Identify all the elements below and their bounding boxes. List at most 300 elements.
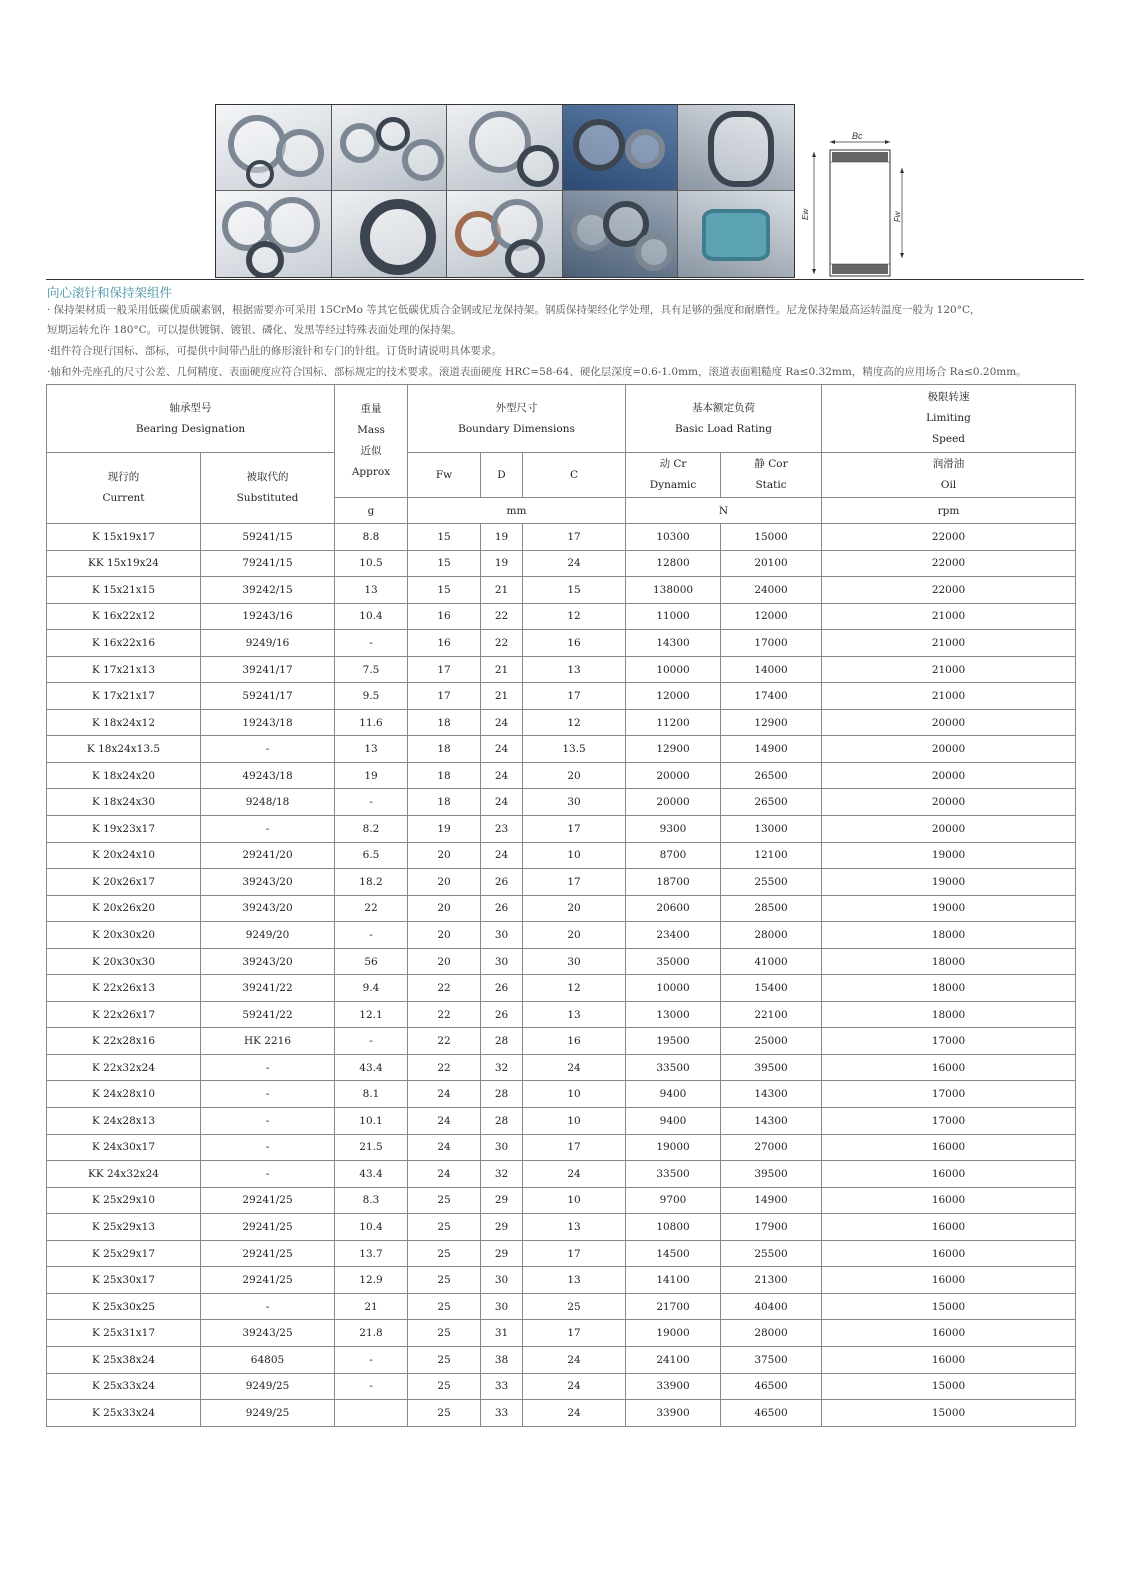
table-row	[47, 1187, 1076, 1214]
cell-dynamic: 24100	[626, 1346, 721, 1373]
cell-c: 10	[523, 1108, 626, 1135]
cell-c: 17	[523, 524, 626, 551]
cell-current: K 18x24x20	[47, 762, 201, 789]
cell-speed: 16000	[822, 1134, 1076, 1161]
cell-c: 24	[523, 1346, 626, 1373]
cell-c: 24	[523, 550, 626, 577]
cell-dynamic: 33500	[626, 1054, 721, 1081]
cell-speed: 16000	[822, 1346, 1076, 1373]
cell-substituted: 19243/16	[201, 603, 335, 630]
cell-substituted: 39241/22	[201, 975, 335, 1002]
cell-mass: 13.7	[335, 1240, 408, 1267]
table-row	[47, 975, 1076, 1002]
photo-needle-rings	[216, 191, 332, 277]
table-row	[47, 1108, 1076, 1135]
table-row	[47, 789, 1076, 816]
cell-substituted: 79241/15	[201, 550, 335, 577]
cell-substituted: 39243/20	[201, 948, 335, 975]
cell-speed: 20000	[822, 762, 1076, 789]
cell-speed: 15000	[822, 1373, 1076, 1400]
cell-dynamic: 10000	[626, 975, 721, 1002]
cell-substituted: -	[201, 1134, 335, 1161]
cell-fw: 25	[408, 1187, 481, 1214]
cell-fw: 25	[408, 1400, 481, 1427]
cell-d: 22	[481, 630, 523, 657]
cell-speed: 18000	[822, 975, 1076, 1002]
cell-current: K 24x30x17	[47, 1134, 201, 1161]
header-d: D	[481, 453, 523, 498]
photo-thrust-washers	[447, 191, 563, 277]
table-row	[47, 1320, 1076, 1347]
cell-current: K 18x24x12	[47, 709, 201, 736]
cell-static: 26500	[721, 789, 822, 816]
cell-speed: 20000	[822, 816, 1076, 843]
product-photo-collage	[215, 104, 795, 278]
header-fw: Fw	[408, 453, 481, 498]
table-row	[47, 1373, 1076, 1400]
cell-mass: 12.1	[335, 1001, 408, 1028]
cell-dynamic: 33900	[626, 1400, 721, 1427]
cell-current: K 25x29x10	[47, 1187, 201, 1214]
cell-static: 15000	[721, 524, 822, 551]
cell-dynamic: 10000	[626, 656, 721, 683]
cell-fw: 22	[408, 1001, 481, 1028]
cell-speed: 18000	[822, 948, 1076, 975]
cell-fw: 25	[408, 1320, 481, 1347]
cell-current: K 24x28x10	[47, 1081, 201, 1108]
cell-dynamic: 12800	[626, 550, 721, 577]
cell-d: 26	[481, 975, 523, 1002]
table-row	[47, 895, 1076, 922]
cell-current: K 18x24x30	[47, 789, 201, 816]
cell-dynamic: 10300	[626, 524, 721, 551]
cell-mass: 7.5	[335, 656, 408, 683]
cell-substituted: 9249/20	[201, 922, 335, 949]
cell-d: 28	[481, 1028, 523, 1055]
cell-fw: 15	[408, 577, 481, 604]
cell-c: 24	[523, 1373, 626, 1400]
cell-fw: 16	[408, 603, 481, 630]
cell-substituted: 29241/25	[201, 1267, 335, 1294]
cell-speed: 19000	[822, 842, 1076, 869]
cell-c: 13	[523, 1214, 626, 1241]
cell-mass: 19	[335, 762, 408, 789]
table-row	[47, 630, 1076, 657]
cell-dynamic: 20000	[626, 762, 721, 789]
cell-static: 41000	[721, 948, 822, 975]
cell-current: K 18x24x13.5	[47, 736, 201, 763]
cell-dynamic: 11200	[626, 709, 721, 736]
cell-static: 24000	[721, 577, 822, 604]
cell-c: 17	[523, 1320, 626, 1347]
cell-c: 20	[523, 895, 626, 922]
table-row	[47, 816, 1076, 843]
cell-fw: 18	[408, 762, 481, 789]
cell-mass: -	[335, 789, 408, 816]
header-mass: 重量 Mass 近似 Approx	[335, 385, 408, 498]
cell-speed: 19000	[822, 869, 1076, 896]
cell-mass: 12.9	[335, 1267, 408, 1294]
cell-mass: 21.8	[335, 1320, 408, 1347]
cell-mass: -	[335, 922, 408, 949]
table-row	[47, 550, 1076, 577]
cell-current: K 15x19x17	[47, 524, 201, 551]
cell-current: K 25x30x17	[47, 1267, 201, 1294]
cell-substituted: 29241/25	[201, 1187, 335, 1214]
cell-speed: 20000	[822, 709, 1076, 736]
cell-speed: 17000	[822, 1081, 1076, 1108]
cell-fw: 24	[408, 1081, 481, 1108]
cell-substituted: -	[201, 816, 335, 843]
cell-fw: 22	[408, 975, 481, 1002]
cell-speed: 16000	[822, 1187, 1076, 1214]
cell-dynamic: 19000	[626, 1134, 721, 1161]
cell-speed: 22000	[822, 577, 1076, 604]
cell-dynamic: 12900	[626, 736, 721, 763]
table-row	[47, 762, 1076, 789]
table-row	[47, 1028, 1076, 1055]
cell-d: 21	[481, 656, 523, 683]
photo-ball-bearings	[563, 191, 679, 277]
cell-d: 26	[481, 1001, 523, 1028]
cell-substituted: 9248/18	[201, 789, 335, 816]
cell-speed: 21000	[822, 683, 1076, 710]
cell-substituted: 9249/16	[201, 630, 335, 657]
cell-c: 16	[523, 630, 626, 657]
cell-current: K 20x26x20	[47, 895, 201, 922]
cell-d: 28	[481, 1081, 523, 1108]
bearing-section-diagram	[800, 128, 910, 278]
header-load-rating: 基本额定负荷 Basic Load Rating	[626, 385, 822, 453]
cell-dynamic: 9300	[626, 816, 721, 843]
cell-dynamic: 10800	[626, 1214, 721, 1241]
paragraph-standards: ·组件符合现行国标、部标，可提供中间带凸肚的修形滚针和专门的针组。订货时请说明具体要求。	[47, 345, 502, 357]
cell-substituted: -	[201, 1054, 335, 1081]
cell-fw: 25	[408, 1346, 481, 1373]
table-row	[47, 1240, 1076, 1267]
cell-c: 10	[523, 1081, 626, 1108]
cell-dynamic: 20000	[626, 789, 721, 816]
cell-fw: 22	[408, 1028, 481, 1055]
cell-c: 30	[523, 789, 626, 816]
bearing-spec-table	[46, 384, 1076, 1427]
cell-fw: 17	[408, 683, 481, 710]
cell-dynamic: 14300	[626, 630, 721, 657]
cell-static: 12000	[721, 603, 822, 630]
cell-c: 12	[523, 709, 626, 736]
cell-c: 17	[523, 683, 626, 710]
cell-c: 17	[523, 869, 626, 896]
cell-static: 28000	[721, 1320, 822, 1347]
cell-static: 40400	[721, 1293, 822, 1320]
cell-mass: -	[335, 1373, 408, 1400]
cell-c: 20	[523, 762, 626, 789]
cell-substituted: -	[201, 1081, 335, 1108]
cell-speed: 15000	[822, 1400, 1076, 1427]
table-row	[47, 683, 1076, 710]
cell-c: 17	[523, 816, 626, 843]
table-row	[47, 922, 1076, 949]
table-row	[47, 1161, 1076, 1188]
cell-fw: 22	[408, 1054, 481, 1081]
cell-current: K 22x28x16	[47, 1028, 201, 1055]
cell-mass: 13	[335, 736, 408, 763]
cell-mass: -	[335, 1346, 408, 1373]
cell-current: K 16x22x12	[47, 603, 201, 630]
section-title: 向心滚针和保持架组件	[47, 285, 173, 300]
cell-c: 16	[523, 1028, 626, 1055]
cell-dynamic: 138000	[626, 577, 721, 604]
header-speed: 极限转速 Limiting Speed	[822, 385, 1076, 453]
cell-d: 29	[481, 1187, 523, 1214]
cell-static: 14300	[721, 1108, 822, 1135]
cell-mass: 10.5	[335, 550, 408, 577]
cell-speed: 16000	[822, 1054, 1076, 1081]
cell-d: 32	[481, 1054, 523, 1081]
table-row	[47, 656, 1076, 683]
cell-d: 32	[481, 1161, 523, 1188]
cell-mass: 22	[335, 895, 408, 922]
header-dynamic: 动 Cr Dynamic	[626, 453, 721, 498]
paragraph-cage-material-cont: 短期运转允许 180°C。可以提供镀铜、镀银、磷化、发黑等经过特殊表面处理的保持架。	[47, 324, 462, 336]
cell-speed: 21000	[822, 656, 1076, 683]
cell-substituted: 59241/15	[201, 524, 335, 551]
cell-mass: 9.5	[335, 683, 408, 710]
cell-d: 30	[481, 922, 523, 949]
cell-substituted: 39242/15	[201, 577, 335, 604]
header-static: 静 Cor Static	[721, 453, 822, 498]
cell-current: K 22x32x24	[47, 1054, 201, 1081]
cell-c: 13	[523, 656, 626, 683]
cell-substituted: 49243/18	[201, 762, 335, 789]
cell-d: 30	[481, 1267, 523, 1294]
cell-fw: 20	[408, 869, 481, 896]
cell-d: 38	[481, 1346, 523, 1373]
cell-dynamic: 19500	[626, 1028, 721, 1055]
cell-mass: 10.4	[335, 603, 408, 630]
cell-dynamic: 9400	[626, 1081, 721, 1108]
cell-mass: 10.4	[335, 1214, 408, 1241]
cell-speed: 17000	[822, 1108, 1076, 1135]
cell-mass: 6.5	[335, 842, 408, 869]
cell-fw: 20	[408, 842, 481, 869]
cell-speed: 15000	[822, 1293, 1076, 1320]
cell-fw: 18	[408, 736, 481, 763]
cell-fw: 16	[408, 630, 481, 657]
cell-static: 25500	[721, 869, 822, 896]
cell-speed: 16000	[822, 1214, 1076, 1241]
header-oil: 润滑油 Oil	[822, 453, 1076, 498]
cell-substituted: 29241/25	[201, 1214, 335, 1241]
cell-static: 13000	[721, 816, 822, 843]
cell-d: 24	[481, 736, 523, 763]
cell-speed: 22000	[822, 550, 1076, 577]
cell-c: 13.5	[523, 736, 626, 763]
cell-d: 33	[481, 1400, 523, 1427]
cell-d: 29	[481, 1240, 523, 1267]
cell-speed: 21000	[822, 630, 1076, 657]
cell-d: 21	[481, 683, 523, 710]
cell-dynamic: 11000	[626, 603, 721, 630]
cell-fw: 19	[408, 816, 481, 843]
cell-d: 24	[481, 842, 523, 869]
cell-d: 19	[481, 524, 523, 551]
cell-static: 22100	[721, 1001, 822, 1028]
cell-fw: 25	[408, 1240, 481, 1267]
cell-static: 39500	[721, 1054, 822, 1081]
cell-speed: 18000	[822, 922, 1076, 949]
cell-current: K 25x29x13	[47, 1214, 201, 1241]
cell-fw: 25	[408, 1373, 481, 1400]
cell-speed: 16000	[822, 1161, 1076, 1188]
label-bc: Bc	[852, 131, 863, 141]
cell-c: 12	[523, 975, 626, 1002]
cell-fw: 18	[408, 709, 481, 736]
photo-drawn-cup-bearings	[447, 105, 563, 191]
cell-substituted: -	[201, 1161, 335, 1188]
cell-dynamic: 9700	[626, 1187, 721, 1214]
cell-c: 12	[523, 603, 626, 630]
cell-substituted: HK 2216	[201, 1028, 335, 1055]
table-row	[47, 1214, 1076, 1241]
cell-fw: 25	[408, 1214, 481, 1241]
cell-fw: 20	[408, 948, 481, 975]
cell-mass: 8.1	[335, 1081, 408, 1108]
cell-current: K 25x29x17	[47, 1240, 201, 1267]
cell-mass: 8.8	[335, 524, 408, 551]
cell-mass: 43.4	[335, 1054, 408, 1081]
cell-d: 33	[481, 1373, 523, 1400]
cell-d: 30	[481, 1134, 523, 1161]
cell-static: 12900	[721, 709, 822, 736]
cell-static: 14000	[721, 656, 822, 683]
cell-current: K 20x24x10	[47, 842, 201, 869]
table-row	[47, 1134, 1076, 1161]
cell-mass: 13	[335, 577, 408, 604]
cell-c: 17	[523, 1134, 626, 1161]
cell-current: K 17x21x17	[47, 683, 201, 710]
cell-dynamic: 19000	[626, 1320, 721, 1347]
cell-mass: 9.4	[335, 975, 408, 1002]
cell-d: 24	[481, 709, 523, 736]
cell-current: K 20x30x20	[47, 922, 201, 949]
cell-dynamic: 18700	[626, 869, 721, 896]
cell-speed: 16000	[822, 1240, 1076, 1267]
cell-speed: 16000	[822, 1320, 1076, 1347]
unit-mass: g	[335, 498, 408, 524]
cell-static: 14300	[721, 1081, 822, 1108]
cell-dynamic: 13000	[626, 1001, 721, 1028]
cell-speed: 17000	[822, 1028, 1076, 1055]
cell-d: 26	[481, 869, 523, 896]
cell-dynamic: 35000	[626, 948, 721, 975]
cell-c: 13	[523, 1267, 626, 1294]
cell-static: 14900	[721, 736, 822, 763]
table-row	[47, 709, 1076, 736]
cell-current: K 25x30x25	[47, 1293, 201, 1320]
cell-d: 24	[481, 789, 523, 816]
cell-fw: 24	[408, 1161, 481, 1188]
photo-needle-bearings	[332, 105, 448, 191]
cell-d: 28	[481, 1108, 523, 1135]
table-row	[47, 1346, 1076, 1373]
header-c: C	[523, 453, 626, 498]
cell-d: 31	[481, 1320, 523, 1347]
paragraph-tolerances: ·轴和外壳座孔的尺寸公差、几何精度、表面硬度应符合国标、部标规定的技术要求。滚道表面硬度 HRC=58-64、硬化层深度=0.6-1.0mm，滚道表面粗糙度 Ra≤0.32mm，精度高的应用场合 Ra≤0.20mm。	[47, 366, 1027, 378]
cell-mass: 11.6	[335, 709, 408, 736]
cell-d: 26	[481, 895, 523, 922]
cell-d: 23	[481, 816, 523, 843]
unit-speed: rpm	[822, 498, 1076, 524]
cell-static: 28000	[721, 922, 822, 949]
cell-static: 27000	[721, 1134, 822, 1161]
cell-substituted: 39241/17	[201, 656, 335, 683]
cell-speed: 20000	[822, 736, 1076, 763]
cell-speed: 18000	[822, 1001, 1076, 1028]
cell-d: 19	[481, 550, 523, 577]
cell-current: K 25x31x17	[47, 1320, 201, 1347]
table-row	[47, 1267, 1076, 1294]
cell-substituted: 59241/22	[201, 1001, 335, 1028]
cell-fw: 18	[408, 789, 481, 816]
cell-mass: 21.5	[335, 1134, 408, 1161]
paragraph-cage-material: · 保持架材质一般采用低碳优质碳素钢，根据需要亦可采用 15CrMo 等其它低碳优质合金钢或尼龙保持架。钢质保持架经化学处理，具有足够的强度和耐磨性。尼龙保持架最高运转温度一般为 120°C，	[47, 304, 981, 316]
cell-static: 28500	[721, 895, 822, 922]
photo-one-way-clutch	[332, 191, 448, 277]
cell-fw: 25	[408, 1293, 481, 1320]
cell-d: 29	[481, 1214, 523, 1241]
photo-pillow-block-units	[678, 191, 794, 277]
table-body	[47, 524, 1076, 1427]
label-fw: Fw	[893, 211, 902, 222]
cell-dynamic: 9400	[626, 1108, 721, 1135]
cell-current: KK 24x32x24	[47, 1161, 201, 1188]
cell-static: 14900	[721, 1187, 822, 1214]
cell-fw: 17	[408, 656, 481, 683]
header-boundary: 外型尺寸 Boundary Dimensions	[408, 385, 626, 453]
cell-substituted: 9249/25	[201, 1400, 335, 1427]
cell-mass: 8.3	[335, 1187, 408, 1214]
cell-current: K 20x26x17	[47, 869, 201, 896]
cell-mass: 18.2	[335, 869, 408, 896]
cell-c: 24	[523, 1161, 626, 1188]
cell-substituted: 29241/25	[201, 1240, 335, 1267]
cell-static: 25000	[721, 1028, 822, 1055]
table-row	[47, 1293, 1076, 1320]
cell-mass: 8.2	[335, 816, 408, 843]
cell-dynamic: 33500	[626, 1161, 721, 1188]
cell-c: 24	[523, 1400, 626, 1427]
cell-current: K 19x23x17	[47, 816, 201, 843]
cell-mass: 56	[335, 948, 408, 975]
cell-static: 39500	[721, 1161, 822, 1188]
cell-d: 24	[481, 762, 523, 789]
unit-load: N	[626, 498, 822, 524]
cell-substituted: 39243/20	[201, 869, 335, 896]
cell-substituted: 39243/20	[201, 895, 335, 922]
cell-substituted: 64805	[201, 1346, 335, 1373]
cell-fw: 25	[408, 1267, 481, 1294]
table-row	[47, 948, 1076, 975]
header-designation: 轴承型号 Bearing Designation	[47, 385, 335, 453]
cell-dynamic: 14100	[626, 1267, 721, 1294]
cell-speed: 22000	[822, 524, 1076, 551]
unit-dimensions: mm	[408, 498, 626, 524]
cell-dynamic: 23400	[626, 922, 721, 949]
cell-current: K 15x21x15	[47, 577, 201, 604]
cell-c: 25	[523, 1293, 626, 1320]
cell-dynamic: 20600	[626, 895, 721, 922]
